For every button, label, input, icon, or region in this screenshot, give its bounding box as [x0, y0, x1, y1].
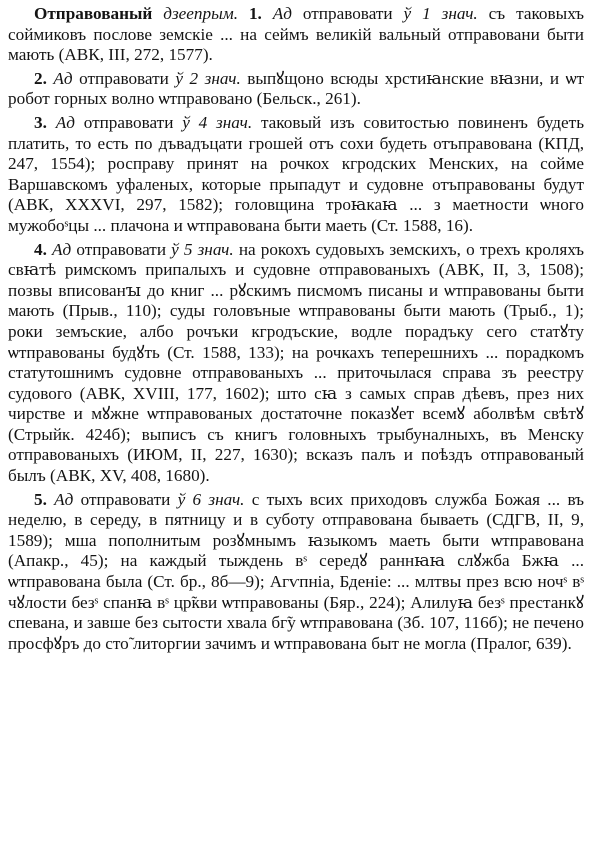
sense-number: 3.: [34, 112, 47, 132]
cross-ref-lemma: отправовати: [83, 112, 174, 132]
cross-ref-marker: Ад: [52, 239, 72, 259]
cross-ref-marker: Ад: [54, 489, 74, 509]
entry-headword: Отправованый: [34, 4, 153, 23]
sense-citations: съ таковыхъ соймиковъ послове земскіе ... на сеймъ великій вальный отправовани быти мають (АВК, III, 272, 1577).: [8, 4, 585, 65]
entry-paragraph-2: [8, 69, 584, 110]
sense-citations: с тыхъ всих приходовъ служба Божая ... въ неделю, в середу, в пятницу и в суботу отправована бываеть (СДГВ, II, 9, 1589); мша пополнитым розꙋмнымъ ꙗзыкомъ маеть быти ѡтправована (Апакр., 45); на каждый тыждень вˢ середꙋ раннꙗꙗ слꙋжба Бжꙗ ... ѡтправована была (Ст. бр., 8б—9); Агѵпніа, Бденіе: ... млтвы през всю ночˢ вˢ чꙋлости безˢ спанꙗ вˢ цр̃кви ѡтправованы (Бяр., 224); Алилуꙗ безˢ престанкꙋ спевана, и завше без сытости хвала бг̃у ѡтправована (Зб. 107, 116б); не печено просфꙋръ до сто̃ литоргии зачимъ и ѡтправована быт не могла (Пралог, 639).: [8, 489, 585, 653]
cross-ref-marker: Ад: [55, 112, 75, 132]
sense-citations: на рокохъ судовыхъ земскихъ, о трехъ кроляхъ свꙗтѣ римскомъ припалыхъ и судовне отправованыхъ (АВК, II, 3, 1508); позвы вписованꙑ до книг ... рꙋскимъ писмомъ писаны и ѡтправованы быти мають (Прыв., 110); суды головъные ѡтправованы быти мають (Трыб., 1); роки земъские, албо рочъки кгродъские, водле порадъку сего статꙋту ѡтправованы будꙋть (Ст. 1588, 133); на рочкахъ теперешнихъ ... порадкомъ статутошнимъ судовне отправованыхъ ... приточылася справа зъ реестру судового (АВК, XVIII, 177, 1602); што сꙗ з самых справ дѣевъ, през них чирстве и мꙋжне ѡтправованых достаточне показꙋет всемꙋ аболвѣм свѣтꙋ (Стрыйк. 424б); выписъ съ книгъ головныхъ трыбуналныхъ, въ Менску отправованыхъ (ИЮМ, II, 227, 1630); всказъ палъ и поѣздъ отправованый былъ (АВК, XV, 408, 1680).: [8, 239, 585, 486]
cross-ref-lemma: отправовати: [302, 4, 393, 23]
cross-ref-sense: ў 6 знач.: [177, 489, 245, 509]
cross-ref-sense: ў 1 знач.: [403, 4, 478, 23]
cross-ref-lemma: отправовати: [80, 489, 171, 509]
sense-number: 1.: [248, 4, 262, 23]
sense-citations: выпꙋщоно всюды хрстиꙗнские вꙗзни, и ѡт робот горных волно ѡтправовано (Бельск., 261).: [8, 68, 584, 109]
cross-ref-sense: ў 5 знач.: [171, 239, 234, 259]
part-of-speech: дзеепрым.: [163, 4, 239, 23]
entry-paragraph-1: [8, 4, 584, 66]
cross-ref-sense: ў 2 знач.: [175, 68, 241, 88]
entry-paragraph-3: [8, 113, 584, 237]
sense-citations: таковый изъ совитостью повиненъ будеть платить, то есть по дъвадъцати грошей отъ сохи будеть отъправована (КПД, 247, 1554); росправу принят на рочкох кгродских Менских, на сойме Варшавскомъ уфаленых, которые прыпадут и судовне отъправованы будут (АВК, XXXVI, 297, 1582); головщина троꙗкаꙗ ... з маетности ѡного мужобоˢцы ... плачона и ѡтправована быти маеть (Ст. 1588, 16).: [8, 112, 585, 235]
cross-ref-marker: Ад: [272, 4, 292, 23]
sense-number: 5.: [34, 489, 47, 509]
cross-ref-marker: Ад: [53, 68, 73, 88]
cross-ref-lemma: отправовати: [79, 68, 169, 88]
cross-ref-sense: ў 4 знач.: [182, 112, 253, 132]
sense-number: 2.: [34, 68, 47, 88]
sense-number: 4.: [34, 239, 47, 259]
entry-paragraph-5: [8, 490, 584, 655]
entry-paragraph-4: [8, 240, 584, 487]
cross-ref-lemma: отправовати: [76, 239, 167, 259]
